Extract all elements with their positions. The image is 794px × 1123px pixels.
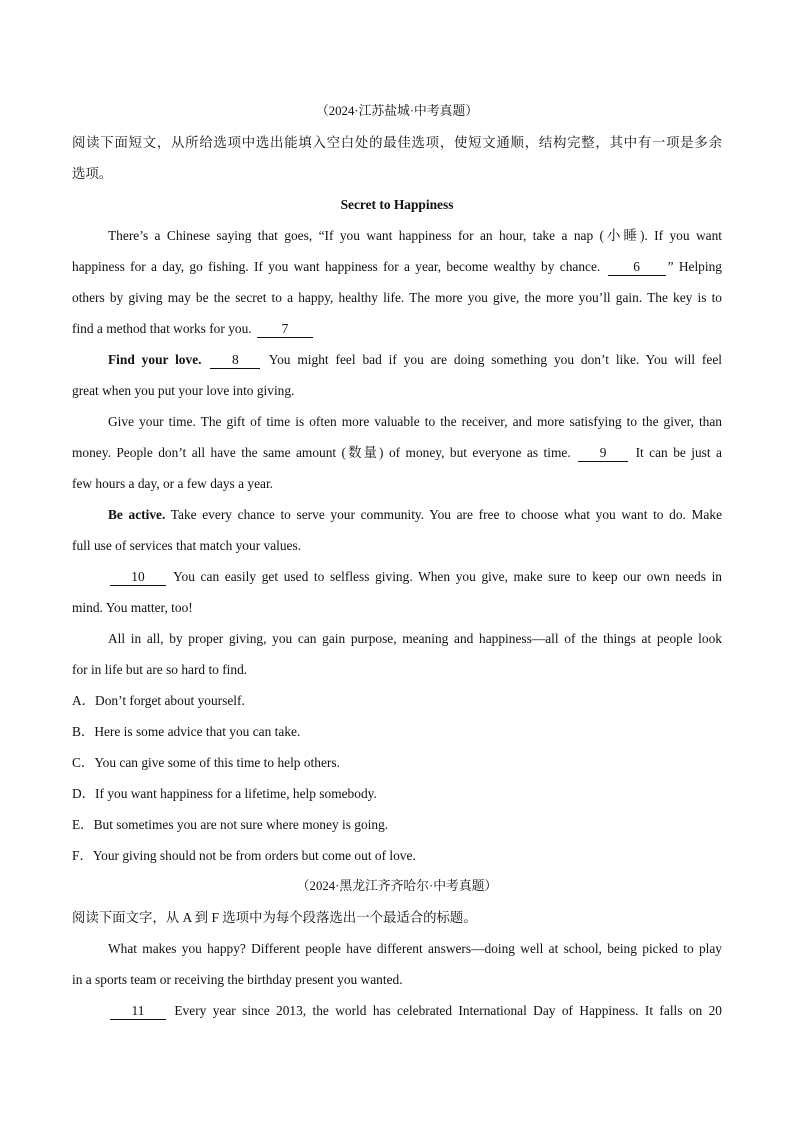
p5-line2: mind. You matter, too! (72, 600, 193, 615)
section1-instruction-line1: 阅读下面短文，从所给选项中选出能填入空白处的最佳选项，使短文通顺，结构完整，其中有一项是多余 (72, 135, 722, 150)
p5-line1 (72, 561, 722, 592)
blank-10[interactable]: 10 (110, 569, 166, 586)
section2-instruction: 阅读下面文字，从 A 到 F 选项中为每个段落选出一个最适合的标题。 (72, 910, 477, 925)
p1-line4 (72, 313, 722, 344)
blank-7[interactable]: 7 (257, 321, 313, 338)
p3-line2-text: money. People don’t all have the same amount (数量) of money, but everyone as time. (72, 445, 571, 460)
p1-line1: There’s a Chinese saying that goes, “If you want happiness for an hour, take a nap (小睡). If you want (108, 228, 722, 243)
option-b[interactable]: B．Here is some advice that you can take. (72, 724, 301, 739)
p2-line2: great when you put your love into giving. (72, 383, 295, 398)
p3-line3: few hours a day, or a few days a year. (72, 476, 274, 491)
p1-line3: others by giving may be the secret to a happy, healthy life. The more you give, the more you’ll gain. The key is to (72, 290, 722, 305)
p3-line1: Give your time. The gift of time is often more valuable to the receiver, and more satisfying to the giver, than (108, 414, 722, 429)
exercise-page (72, 96, 722, 1026)
p4-bold-heading: Be active. (108, 507, 166, 522)
blank-8[interactable]: 8 (210, 352, 260, 369)
p1-line2-text: happiness for a day, go fishing. If you want happiness for a year, become wealthy by chance. (72, 259, 601, 274)
p4-line2: full use of services that match your values. (72, 538, 302, 553)
p3-line2-tail: It can be just a (635, 445, 722, 460)
p1-line2-tail: ” Helping (667, 259, 722, 274)
option-d[interactable]: D．If you want happiness for a lifetime, help somebody. (72, 786, 377, 801)
blank-11[interactable]: 11 (110, 1003, 166, 1020)
p4-line1-text: Take every chance to serve your community. You are free to choose what you want to do. Make (170, 507, 723, 522)
p6-line1: All in all, by proper giving, you can gain purpose, meaning and happiness—all of the things at people look (108, 631, 722, 646)
blank-9[interactable]: 9 (578, 445, 628, 462)
p6-line2: for in life but are so hard to find. (72, 662, 248, 677)
section1-source: （2024·江苏盐城·中考真题） (315, 104, 479, 118)
p3-line2 (72, 437, 722, 468)
p2-line1-text: You might feel bad if you are doing something you don’t like. You will feel (268, 352, 723, 367)
option-c[interactable]: C．You can give some of this time to help others. (72, 755, 340, 770)
option-e[interactable]: E．But sometimes you are not sure where money is going. (72, 817, 389, 832)
blank-6[interactable]: 6 (608, 259, 666, 276)
p1-line4-text: find a method that works for you. (72, 321, 252, 336)
passage-title: Secret to Happiness (340, 197, 454, 212)
s2-p1-line2: in a sports team or receiving the birthday present you wanted. (72, 972, 403, 987)
p1-line2 (72, 251, 722, 282)
p4-line1 (72, 499, 722, 530)
option-f[interactable]: F．Your giving should not be from orders but come out of love. (72, 848, 416, 863)
section2-source: （2024·黑龙江齐齐哈尔·中考真题） (296, 879, 498, 893)
section1-instruction-line2: 选项。 (72, 166, 113, 181)
p2-bold-heading: Find your love. (108, 352, 202, 367)
s2-p2-line1-text: Every year since 2013, the world has celebrated International Day of Happiness. It falls on 20 (174, 1003, 722, 1018)
p2-line1 (72, 344, 722, 375)
option-a[interactable]: A．Don’t forget about yourself. (72, 693, 245, 708)
s2-p1-line1: What makes you happy? Different people have different answers—doing well at school, being picked to play (108, 941, 722, 956)
p5-line1-text: You can easily get used to selfless giving. When you give, make sure to keep our own needs in (173, 569, 722, 584)
s2-p2-line1 (72, 995, 722, 1026)
